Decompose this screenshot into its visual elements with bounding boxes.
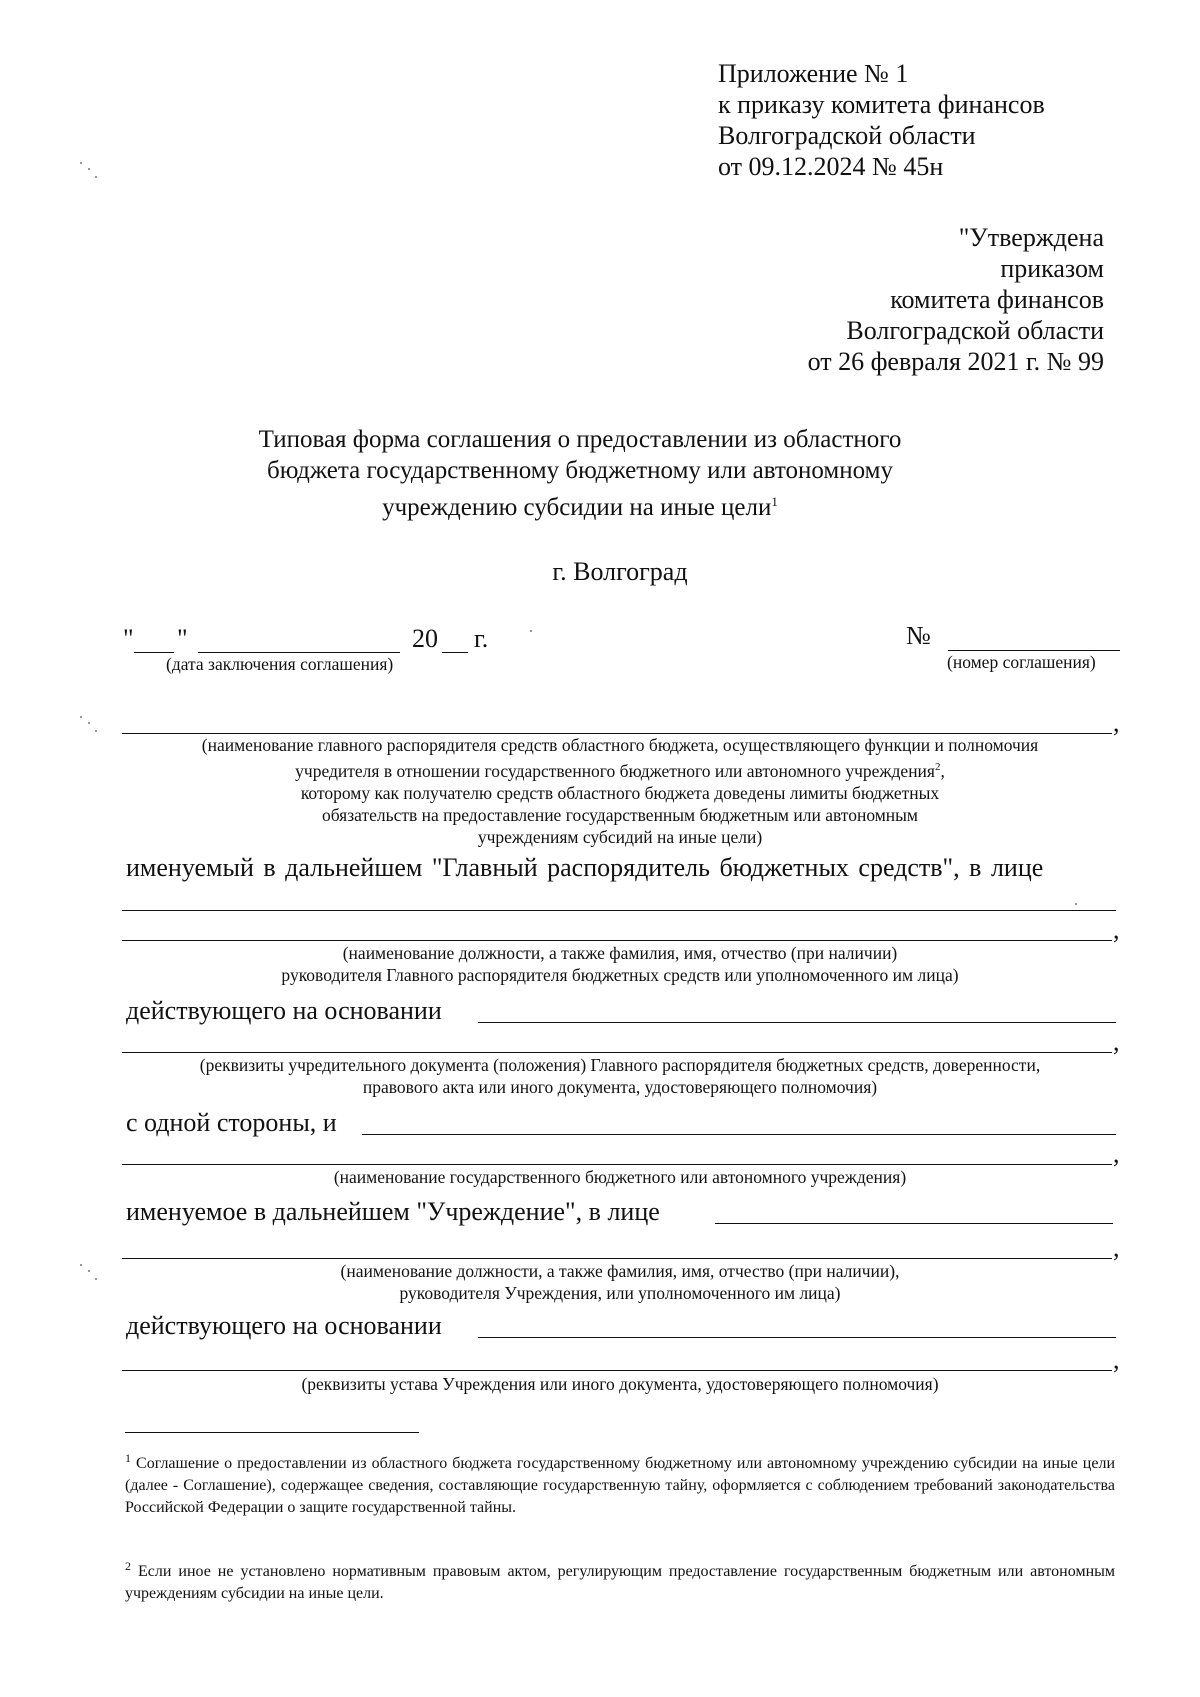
- institution-field-2[interactable]: [122, 1164, 1112, 1165]
- number-sign: №: [906, 621, 931, 650]
- title-line: [150, 486, 1010, 523]
- caption-line: учреждениям субсидий на иные цели): [477, 827, 763, 847]
- scan-speck: [1075, 903, 1077, 905]
- footnote-text: Соглашение о предоставлении из областного бюджета государственному бюджетному или автономному учреждению субсидии на иные цели (далее - Соглашение), содержащее сведения, составляющие государственную тайну, оформляется с соблюдением требований законодательства Российской Федерации о защите государственной тайны.: [125, 1455, 1116, 1516]
- institution-rep-field-1[interactable]: [715, 1223, 1113, 1224]
- footnote-ref: 2: [934, 761, 941, 773]
- institution-caption: (наименование государственного бюджетного или автономного учреждения): [333, 1167, 907, 1187]
- approved-block: [808, 222, 1104, 377]
- scan-speck: [95, 176, 97, 178]
- footnote-mark: 1: [125, 1451, 131, 1465]
- approved-line: от 26 февраля 2021 г. № 99: [807, 347, 1104, 376]
- basis-caption: [110, 1054, 1130, 1098]
- basis-field-2[interactable]: [122, 1052, 1112, 1053]
- date-caption: (дата заключения соглашения): [166, 654, 394, 674]
- scan-speck: [80, 162, 82, 164]
- caption-line: (наименование должности, а также фамилия, имя, отчество (при наличии),: [340, 1261, 900, 1281]
- institution-rep-caption: [110, 1260, 1130, 1304]
- comma: ,: [1113, 1139, 1120, 1168]
- comma: ,: [1113, 708, 1120, 737]
- title-line-text: учреждению субсидии на иные цели: [382, 494, 772, 521]
- main-distributor-caption: [110, 734, 1130, 848]
- footnote-text: Если иное не установлено нормативным правовым актом, регулирующим предоставление государственным бюджетным или автономным учреждениям субсидии на иные цели.: [125, 1563, 1116, 1602]
- footnote-1: [125, 1447, 1115, 1519]
- caption-line: руководителя Учреждения, или уполномоченного им лица): [399, 1283, 841, 1303]
- year-field[interactable]: [442, 652, 468, 653]
- appendix-header: [718, 58, 1045, 182]
- caption-text: ,: [940, 761, 945, 781]
- scan-speck: [88, 1270, 90, 1272]
- approved-line: Волгоградской области: [846, 316, 1104, 345]
- scan-speck: [88, 168, 90, 170]
- caption-line: (наименование должности, а также фамилия, имя, отчество (при наличии): [342, 943, 898, 963]
- year-prefix: 20: [412, 624, 438, 653]
- institution-rep-field-2[interactable]: [122, 1258, 1112, 1259]
- representative-caption: [110, 942, 1130, 986]
- caption-line: руководителя Главного распорядителя бюджетных средств или уполномоченного им лица): [281, 965, 959, 985]
- approved-line: "Утверждена: [958, 223, 1104, 252]
- institution-basis-field-1[interactable]: [478, 1337, 1116, 1338]
- city: г. Волгоград: [552, 557, 688, 586]
- appendix-line: от 09.12.2024 № 45н: [718, 152, 944, 181]
- representative-field-2[interactable]: [122, 940, 1112, 941]
- institution-basis-field-2[interactable]: [122, 1370, 1112, 1371]
- caption-text: учредителя в отношении государственного бюджетного или автономного учреждения: [295, 761, 935, 781]
- quote-close: ": [177, 624, 188, 653]
- appendix-line: Волгоградской области: [718, 121, 976, 150]
- comma: ,: [1113, 1027, 1120, 1056]
- representative-field-1[interactable]: [122, 910, 1116, 911]
- quote-open: ": [123, 624, 134, 653]
- scan-speck: [88, 722, 90, 724]
- comma: ,: [1113, 1233, 1120, 1262]
- caption-line: правового акта или иного документа, удостоверяющего полномочия): [362, 1077, 878, 1097]
- institution-basis-caption: (реквизиты устава Учреждения или иного документа, удостоверяющего полномочия): [301, 1374, 939, 1394]
- comma: ,: [1113, 1345, 1120, 1374]
- acting-on-text: действующего на основании: [126, 1311, 442, 1340]
- appendix-line: к приказу комитета финансов: [718, 90, 1045, 119]
- year-suffix: г.: [474, 624, 489, 653]
- scan-speck: [530, 630, 532, 632]
- caption-line: которому как получателю средств областного бюджета доведены лимиты бюджетных: [300, 783, 940, 803]
- scan-speck: [80, 1264, 82, 1266]
- scan-speck: [80, 716, 82, 718]
- footnote-ref: 1: [771, 494, 778, 509]
- number-caption: (номер соглашения): [947, 652, 1096, 672]
- document-title: [150, 424, 1010, 523]
- institution-field-1[interactable]: [362, 1134, 1116, 1135]
- institution-named-as: именуемое в дальнейшем "Учреждение", в лице: [126, 1197, 660, 1226]
- appendix-line: Приложение № 1: [718, 59, 909, 88]
- footnote-2: [125, 1555, 1115, 1605]
- caption-line: (наименование главного распорядителя средств областного бюджета, осуществляющего функции и полномочия: [201, 735, 1039, 755]
- comma: ,: [1113, 915, 1120, 944]
- one-side-text: с одной стороны, и: [126, 1108, 337, 1137]
- footnote-separator: [125, 1432, 419, 1433]
- caption-line: обязательств на предоставление государственным бюджетным или автономным: [321, 805, 919, 825]
- named-as-text: именуемый в дальнейшем "Главный распорядитель бюджетных средств", в лице: [126, 853, 1044, 882]
- title-line: бюджета государственному бюджетному или автономному: [267, 457, 893, 484]
- caption-line: [110, 756, 1130, 782]
- scan-speck: [95, 1278, 97, 1280]
- basis-field-1[interactable]: [478, 1022, 1116, 1023]
- scan-speck: [95, 730, 97, 732]
- caption-line: (реквизиты учредительного документа (положения) Главного распорядителя бюджетных средств, доверенности,: [199, 1055, 1041, 1075]
- acting-on-text: действующего на основании: [126, 996, 442, 1025]
- footnote-mark: 2: [125, 1559, 131, 1573]
- approved-line: комитета финансов: [890, 285, 1104, 314]
- approved-line: приказом: [1000, 254, 1104, 283]
- title-line: Типовая форма соглашения о предоставлении из областного: [258, 426, 902, 453]
